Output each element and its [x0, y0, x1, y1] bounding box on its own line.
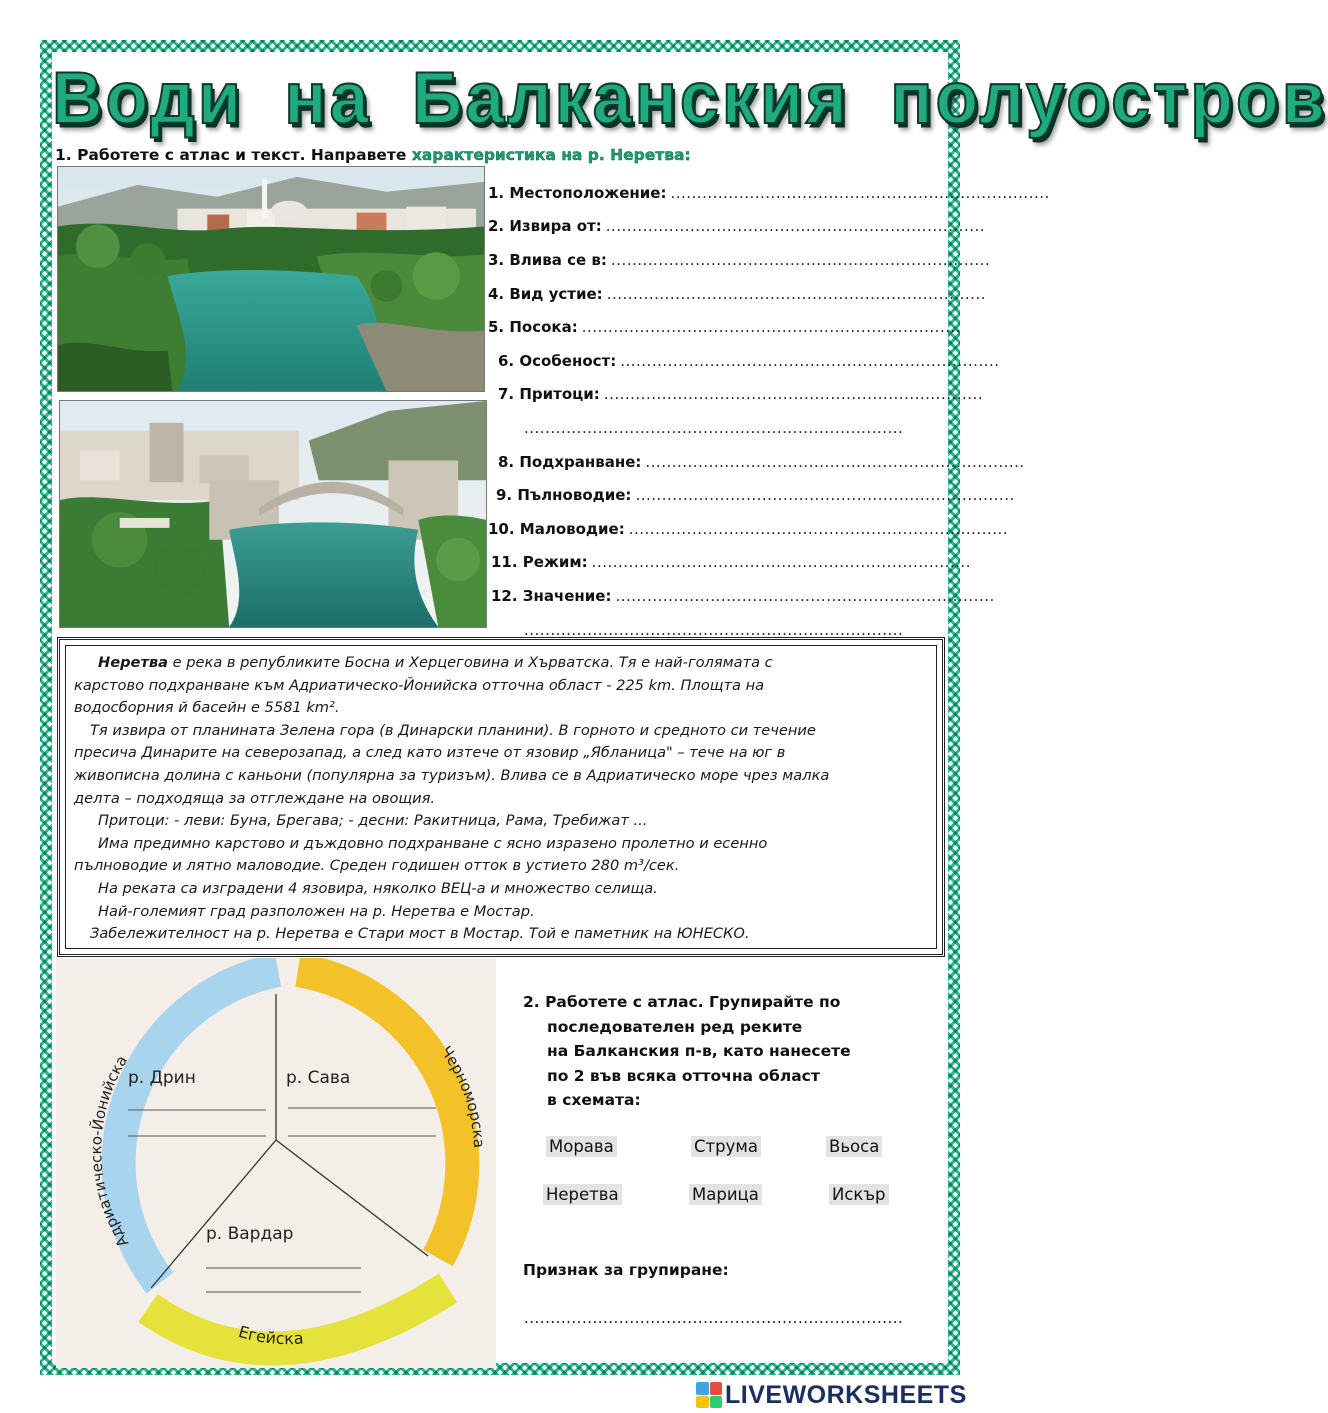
field-label: 3. Влива се в:: [488, 250, 607, 269]
task-2-line: на Балканския п-в, като нанесете: [547, 1042, 851, 1060]
answer-line[interactable]: ........................................................................: [670, 183, 1050, 202]
river-chip-maritsa[interactable]: Марица: [689, 1184, 762, 1205]
grouping-criterion-label: Признак за групиране:: [523, 1261, 729, 1279]
logo-square: [696, 1382, 709, 1395]
answer-line[interactable]: ........................................................................: [635, 486, 1015, 505]
field-source[interactable]: [488, 210, 986, 244]
field-regime[interactable]: [488, 546, 971, 580]
answer-line[interactable]: ........................................................................: [615, 586, 995, 605]
answer-line[interactable]: ........................................................................: [628, 519, 1009, 538]
river-chip-struma[interactable]: Струма: [691, 1136, 761, 1157]
label-drin: р. Дрин: [128, 1068, 196, 1088]
info-line: делта – подходяща за отглеждане на овощия.: [74, 789, 436, 807]
info-line: Най-големият град разположен на р. Неретва е Мостар.: [98, 902, 535, 920]
neretva-river-photo: [57, 166, 485, 392]
field-label: 9. Пълноводие:: [496, 486, 632, 505]
field-label: 12. Значение:: [491, 586, 612, 605]
info-line: пресича Динарите на северозапад, а след като изтече от язовир „Ябланица" – тече на юг в: [74, 744, 786, 762]
divider-left: [151, 1140, 276, 1288]
river-chip-iskar[interactable]: Искър: [829, 1184, 889, 1205]
field-location[interactable]: [488, 176, 1050, 210]
answer-line[interactable]: ........................................................................: [603, 385, 984, 404]
logo-square: [696, 1396, 709, 1409]
answer-line[interactable]: ........................................................................: [606, 284, 986, 303]
field-label: 10. Маловодие:: [488, 519, 625, 538]
info-line: карстово подхранване към Адриатическо-Йонийска отточна област - 225 km. Площта на: [74, 676, 765, 694]
task-1-highlight: характеристика на р. Неретва:: [411, 146, 691, 164]
river-chip-vyosa[interactable]: Вьоса: [826, 1136, 882, 1157]
label-sava: р. Сава: [286, 1068, 351, 1088]
info-line: Забележителност на р. Неретва е Стари мост в Мостар. Той е паметник на ЮНЕСКО.: [90, 925, 750, 943]
liveworksheets-logo-icon: [696, 1382, 722, 1408]
field-direction[interactable]: [488, 310, 962, 344]
task-2-line: по 2 във всяка отточна област: [547, 1066, 820, 1085]
answer-line[interactable]: ........................................................................: [605, 217, 986, 236]
field-significance[interactable]: [488, 579, 995, 613]
task-2-line: последователен ред реките: [547, 1017, 803, 1036]
info-line: живописна долина с каньони (популярна за туризъм). Влива се в Адриатическо море чрез малка: [74, 766, 830, 784]
info-text: [74, 652, 930, 946]
brand-text: LIVEWORKSHEETS: [725, 1380, 967, 1409]
logo-square: [710, 1396, 723, 1409]
info-line: Има предимно карстово и дъждовно подхранване с ясно изразено пролетно и есенно: [98, 834, 768, 852]
label-black-sea-text: Черноморска: [436, 1042, 489, 1149]
field-high-water[interactable]: [488, 478, 1015, 512]
field-tributaries[interactable]: [488, 378, 984, 412]
task-1-instruction: [55, 146, 691, 164]
neretva-info-box: [57, 637, 945, 957]
info-line: Тя извира от планината Зелена гора (в Динарски планини). В горното и средното си течение: [90, 721, 816, 739]
label-aegean-text: Егейска: [236, 1321, 305, 1349]
characteristics-form: [488, 176, 1050, 646]
field-label: 1. Местоположение:: [488, 183, 667, 202]
field-label: 5. Посока:: [488, 318, 578, 337]
info-line: пълноводие и лятно маловодие. Среден годишен отток в устието 280 m³/сек.: [74, 857, 680, 875]
mostar-old-bridge-photo: [59, 400, 487, 628]
info-line: На реката са изградени 4 язовира, няколко ВЕЦ-а и множество селища.: [98, 879, 658, 897]
task-2-line: в схемата:: [547, 1091, 641, 1109]
field-flows-into[interactable]: [488, 243, 991, 277]
field-label: 6. Особеност:: [498, 351, 617, 370]
liveworksheets-brand[interactable]: [696, 1378, 967, 1412]
label-adriatic-text: Адриатическо-Йонийска: [87, 1052, 133, 1251]
answer-line[interactable]: ........................................................................: [645, 452, 1025, 471]
task-2-instruction: [523, 990, 851, 1113]
drainage-basins-diagram: [56, 958, 496, 1368]
info-line-text: е река в републиките Босна и Херцеговина и Хърватска. Тя е най-голямата с: [168, 654, 773, 671]
river-chip-neretva[interactable]: Неретва: [543, 1184, 622, 1205]
river-chip-morava[interactable]: Морава: [546, 1136, 617, 1157]
field-tributaries-continued[interactable]: [488, 411, 946, 445]
field-feature[interactable]: [488, 344, 1000, 378]
answer-line[interactable]: ........................................................................: [610, 250, 991, 269]
task-2-line: 2. Работете с атлас. Групирайте по: [523, 993, 841, 1011]
label-vardar: р. Вардар: [206, 1224, 294, 1244]
field-label: 8. Подхранване:: [498, 452, 642, 471]
info-line: Притоци: - леви: Буна, Брегава; - десни: Ракитница, Рама, Требижат ...: [98, 812, 648, 830]
grouping-criterion-answer[interactable]: ........................................................................: [524, 1309, 904, 1327]
field-feeding[interactable]: [488, 445, 1025, 479]
black-sea-basin-arc: [298, 970, 462, 1258]
info-term: Неретва: [98, 654, 168, 671]
answer-line[interactable]: ........................................................................: [524, 620, 904, 639]
task-1-text: 1. Работете с атлас и текст. Направете: [55, 146, 412, 164]
field-mouth-type[interactable]: [488, 277, 986, 311]
field-label: 4. Вид устие:: [488, 284, 603, 303]
info-line: [74, 652, 930, 675]
answer-line[interactable]: ........................................................................: [524, 418, 904, 437]
answer-line[interactable]: ........................................................................: [591, 553, 971, 572]
field-low-water[interactable]: [488, 512, 1009, 546]
info-line: водосборния й басейн е 5581 km².: [74, 699, 340, 717]
answer-line[interactable]: ........................................................................: [620, 351, 1000, 370]
field-label: 2. Извира от:: [488, 217, 602, 236]
field-label: 11. Режим:: [491, 553, 588, 572]
answer-line[interactable]: ........................................................................: [581, 318, 962, 337]
field-label: 7. Притоци:: [498, 385, 600, 404]
divider-right: [276, 1140, 428, 1256]
worksheet-title: Води на Балканския полуостров: [52, 57, 1328, 139]
logo-square: [710, 1382, 723, 1395]
